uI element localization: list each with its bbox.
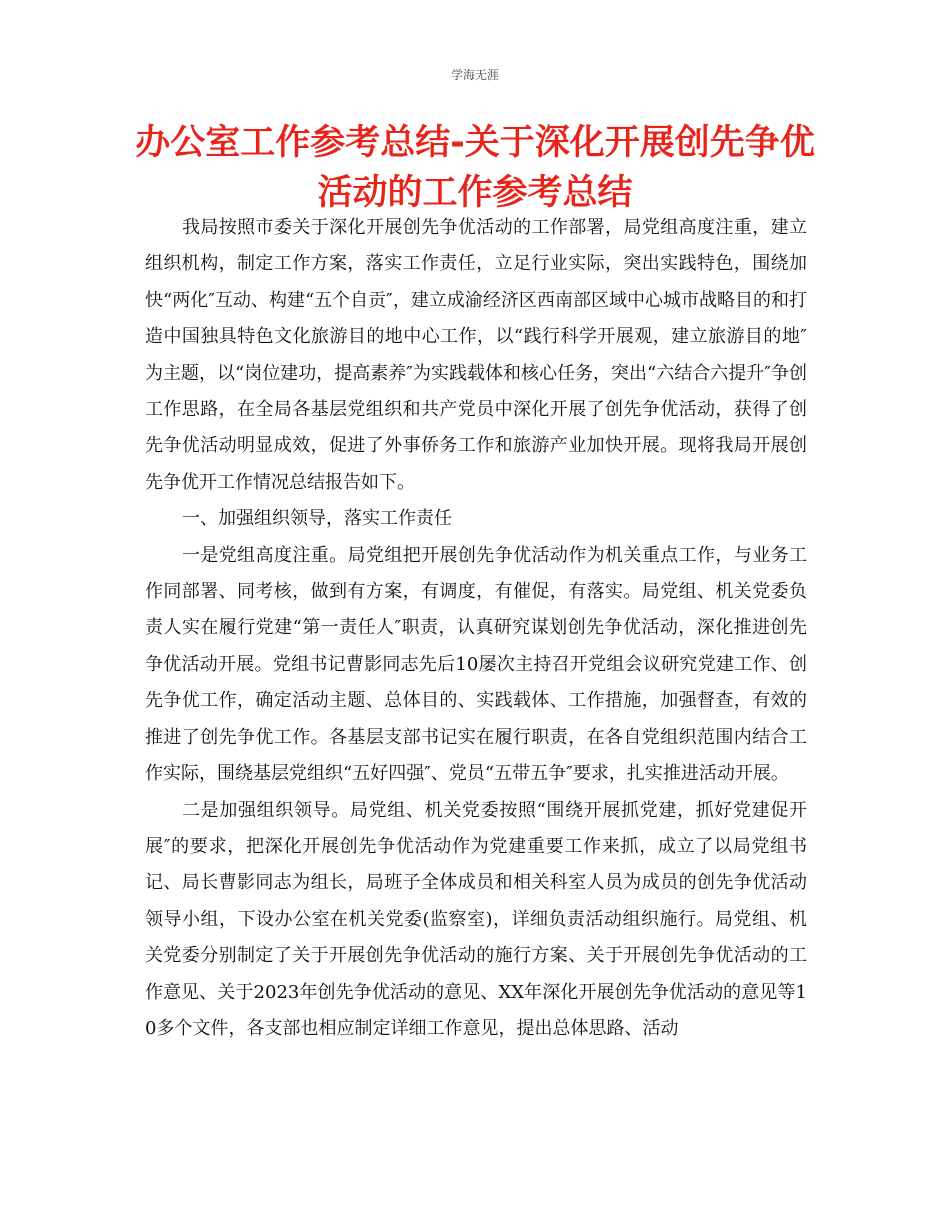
section-heading: 一、加强组织领导，落实工作责任 xyxy=(182,508,452,530)
document-body xyxy=(145,210,807,1047)
paragraph-party-group: 一是党组高度注重。局党组把开展创先争优活动作为机关重点工作，与业务工作同部署、同考核，做到有方案，有调度，有催促，有落实。局党组、机关党委负责人实在履行党建“第一责任人″职责，认真研究谋划创先争优活动，深化推进创先争优活动开展。党组书记曹影同志先后10屡次主持召开党组会议研究党建工作、创先争优工作，确定活动主题、总体目的、实践载体、工作措施，加强督查，有效的推进了创先争优工作。各基层支部书记实在履行职责，在各自党组织范围内结合工作实际，围绕基层党组织“五好四强″、党员“五带五争″要求，扎实推进活动开展。 xyxy=(145,544,807,785)
paragraph-leadership: 二是加强组织领导。局党组、机关党委按照“围绕开展抓党建，抓好党建促开展″的要求，把深化开展创先争优活动作为党建重要工作来抓，成立了以局党组书记、局长曹影同志为组长，局班子全体成员和相关科室人员为成员的创先争优活动领导小组，下设办公室在机关党委(监察室)，详细负责活动组织施行。局党组、机关党委分别制定了关于开展创先争优活动的施行方案、关于开展创先争优活动的工作意见、关于2023年创先争优活动的意见、XX年深化开展创先争优活动的意见等10多个文件，各支部也相应制定详细工作意见，提出总体思路、活动 xyxy=(145,799,807,1039)
paragraph-intro: 我局按照市委关于深化开展创先争优活动的工作部署，局党组高度注重，建立组织机构，制定工作方案，落实工作责任，立足行业实际，突出实践特色，围绕加快“两化″互动、构建“五个自贡″，建立成渝经济区西南部区域中心城市战略目的和打造中国独具特色文化旅游目的地中心工作，以“践行科学开展观，建立旅游目的地″为主题，以“岗位建功，提高素养″为实践载体和核心任务，突出“六结合六提升″争创工作思路，在全局各基层党组织和共产党员中深化开展了创先争优活动，获得了创先争优活动明显成效，促进了外事侨务工作和旅游产业加快开展。现将我局开展创先争优开工作情况总结报告如下。 xyxy=(145,217,807,493)
document-title: 办公室工作参考总结-关于深化开展创先争优活动的工作参考总结 xyxy=(135,123,815,213)
page-header-label: 学海无涯 xyxy=(450,68,499,82)
